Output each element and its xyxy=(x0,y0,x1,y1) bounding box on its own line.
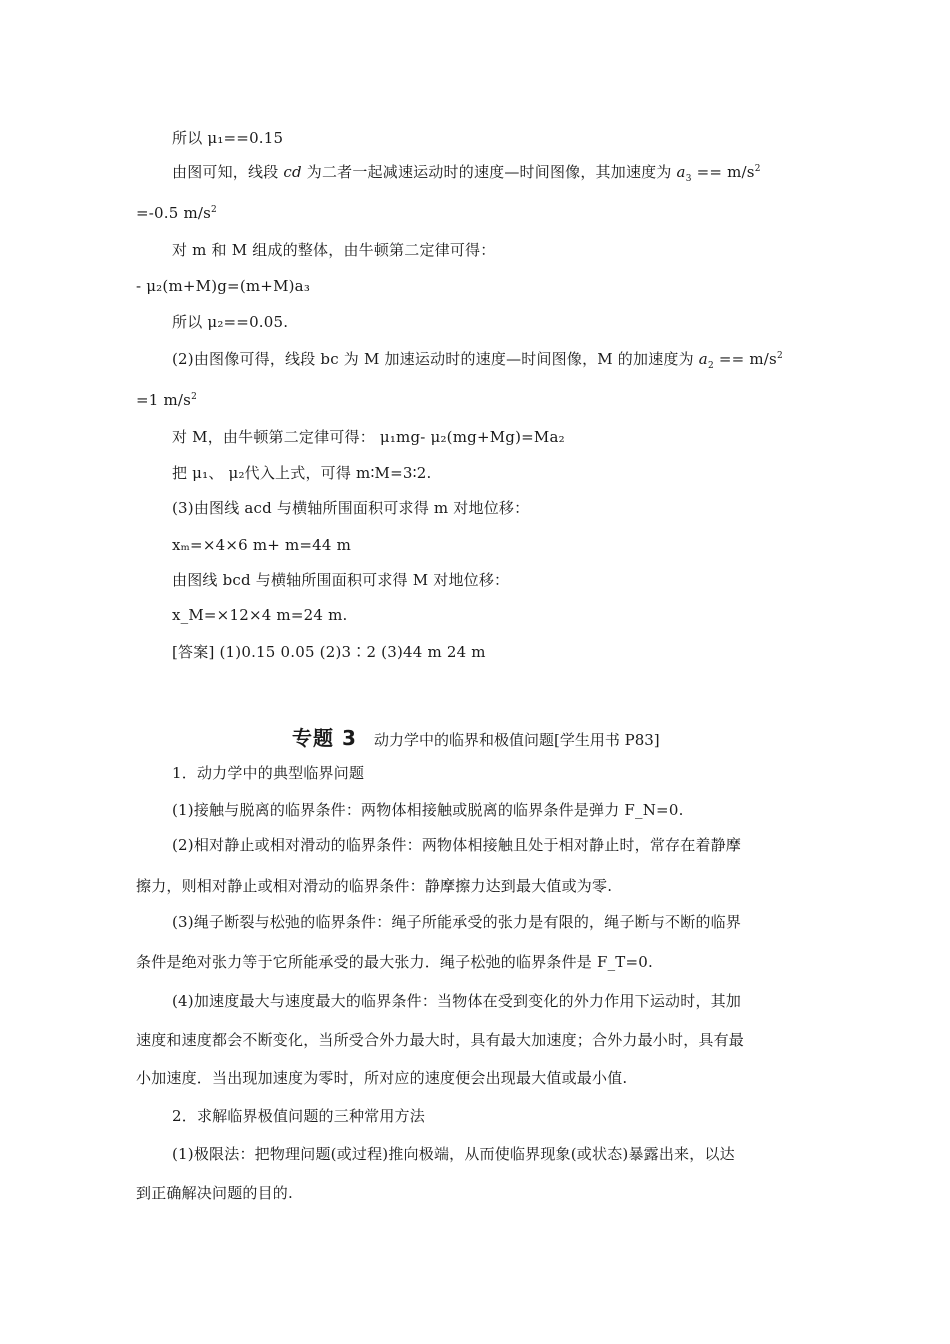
superscript: 2 xyxy=(211,205,217,215)
text: 所以 μ₂==0.05. xyxy=(172,313,289,331)
superscript: 2 xyxy=(754,164,761,174)
section-heading xyxy=(292,722,660,751)
text: (3)绳子断裂与松弛的临界条件：绳子所能承受的张力是有限的，绳子断与不断的临界 xyxy=(172,913,742,931)
text-line xyxy=(172,912,741,932)
text: 2．求解临界极值问题的三种常用方法 xyxy=(172,1107,425,1125)
variable: a xyxy=(698,350,708,368)
equation-line xyxy=(136,276,310,296)
text-line xyxy=(172,570,509,590)
text: (3)由图线 acd 与横轴所围面积可求得 m 对地位移： xyxy=(172,499,530,517)
text-line xyxy=(172,498,529,518)
text: 小加速度．当出现加速度为零时，所对应的速度便会出现最大值或最小值. xyxy=(136,1069,628,1087)
text-line xyxy=(136,390,197,410)
text: 把 μ₁、 μ₂代入上式，可得 m∶M=3∶2. xyxy=(172,464,432,482)
text-line xyxy=(136,876,612,896)
text: 对 M，由牛顿第二定律可得： μ₁mg- μ₂(mg+Mg)=Ma₂ xyxy=(172,428,565,446)
heading-title: 专题 3 xyxy=(292,726,357,750)
text: (2)相对静止或相对滑动的临界条件：两物体相接触且处于相对静止时，常存在着静摩 xyxy=(172,836,742,854)
text: (4)加速度最大与速度最大的临界条件：当物体在受到变化的外力作用下运动时，其加 xyxy=(172,992,742,1010)
superscript: 2 xyxy=(191,392,197,402)
text: 所以 μ₁==0.15 xyxy=(172,129,284,147)
text-line xyxy=(172,312,288,332)
text: == m/s xyxy=(718,350,777,368)
equation-line xyxy=(172,605,347,625)
superscript: 2 xyxy=(776,351,783,361)
text: =-0.5 m/s xyxy=(136,204,212,222)
text-line xyxy=(172,349,783,369)
text: 1．动力学中的典型临界问题 xyxy=(172,764,365,782)
answer: [答案] (1)0.15 0.05 (2)3∶2 (3)44 m 24 m xyxy=(172,643,486,661)
text: == m/s xyxy=(696,163,755,181)
text-line xyxy=(136,952,653,972)
text-line xyxy=(172,835,741,855)
text-line xyxy=(172,1144,735,1164)
text: 由图可知，线段 xyxy=(172,163,279,181)
text: (2)由图像可得，线段 bc 为 M 加速运动时的速度—时间图像，M 的加速度为 xyxy=(172,350,694,368)
text-line xyxy=(172,427,565,447)
text: 为二者一起减速运动时的速度—时间图像，其加速度为 xyxy=(306,163,672,181)
text-line xyxy=(136,1183,293,1203)
subscript: 3 xyxy=(685,174,692,184)
text: 速度和速度都会不断变化，当所受合外力最大时，具有最大加速度；合外力最小时，具有最 xyxy=(136,1031,745,1049)
text-line xyxy=(136,203,217,223)
equation: xₘ=×4×6 m+ m=44 m xyxy=(172,536,352,554)
text: (1)接触与脱离的临界条件：两物体相接触或脱离的临界条件是弹力 F_N=0. xyxy=(172,801,684,819)
equation: - μ₂(m+M)g=(m+M)a₃ xyxy=(136,277,311,295)
text: 擦力，则相对静止或相对滑动的临界条件：静摩擦力达到最大值或为零. xyxy=(136,877,613,895)
heading-subtitle: 动力学中的临界和极值问题[学生用书 P83] xyxy=(373,731,660,749)
equation: x_M=×12×4 m=24 m. xyxy=(172,606,348,624)
text-line xyxy=(172,991,741,1011)
text-line xyxy=(172,463,431,483)
text: (1)极限法：把物理问题(或过程)推向极端，从而使临界现象(或状态)暴露出来，以达 xyxy=(172,1145,735,1163)
text-line xyxy=(172,763,364,783)
text: =1 m/s xyxy=(136,391,192,409)
text-line xyxy=(172,1106,425,1126)
text-line xyxy=(172,800,684,820)
equation-line xyxy=(172,535,351,555)
text: 条件是绝对张力等于它所能承受的最大张力．绳子松弛的临界条件是 F_T=0. xyxy=(136,953,653,971)
text-line xyxy=(172,128,283,148)
text-line xyxy=(172,162,761,182)
text: 对 m 和 M 组成的整体，由牛顿第二定律可得： xyxy=(172,241,496,259)
text: 到正确解决问题的目的. xyxy=(136,1184,293,1202)
variable: cd xyxy=(283,163,302,181)
text: 由图线 bcd 与横轴所围面积可求得 M 对地位移： xyxy=(172,571,510,589)
subscript: 2 xyxy=(707,361,714,371)
text-line xyxy=(136,1030,744,1050)
variable: a xyxy=(676,163,686,181)
text-line xyxy=(172,240,495,260)
answer-line xyxy=(172,642,486,662)
text-line xyxy=(136,1068,627,1088)
